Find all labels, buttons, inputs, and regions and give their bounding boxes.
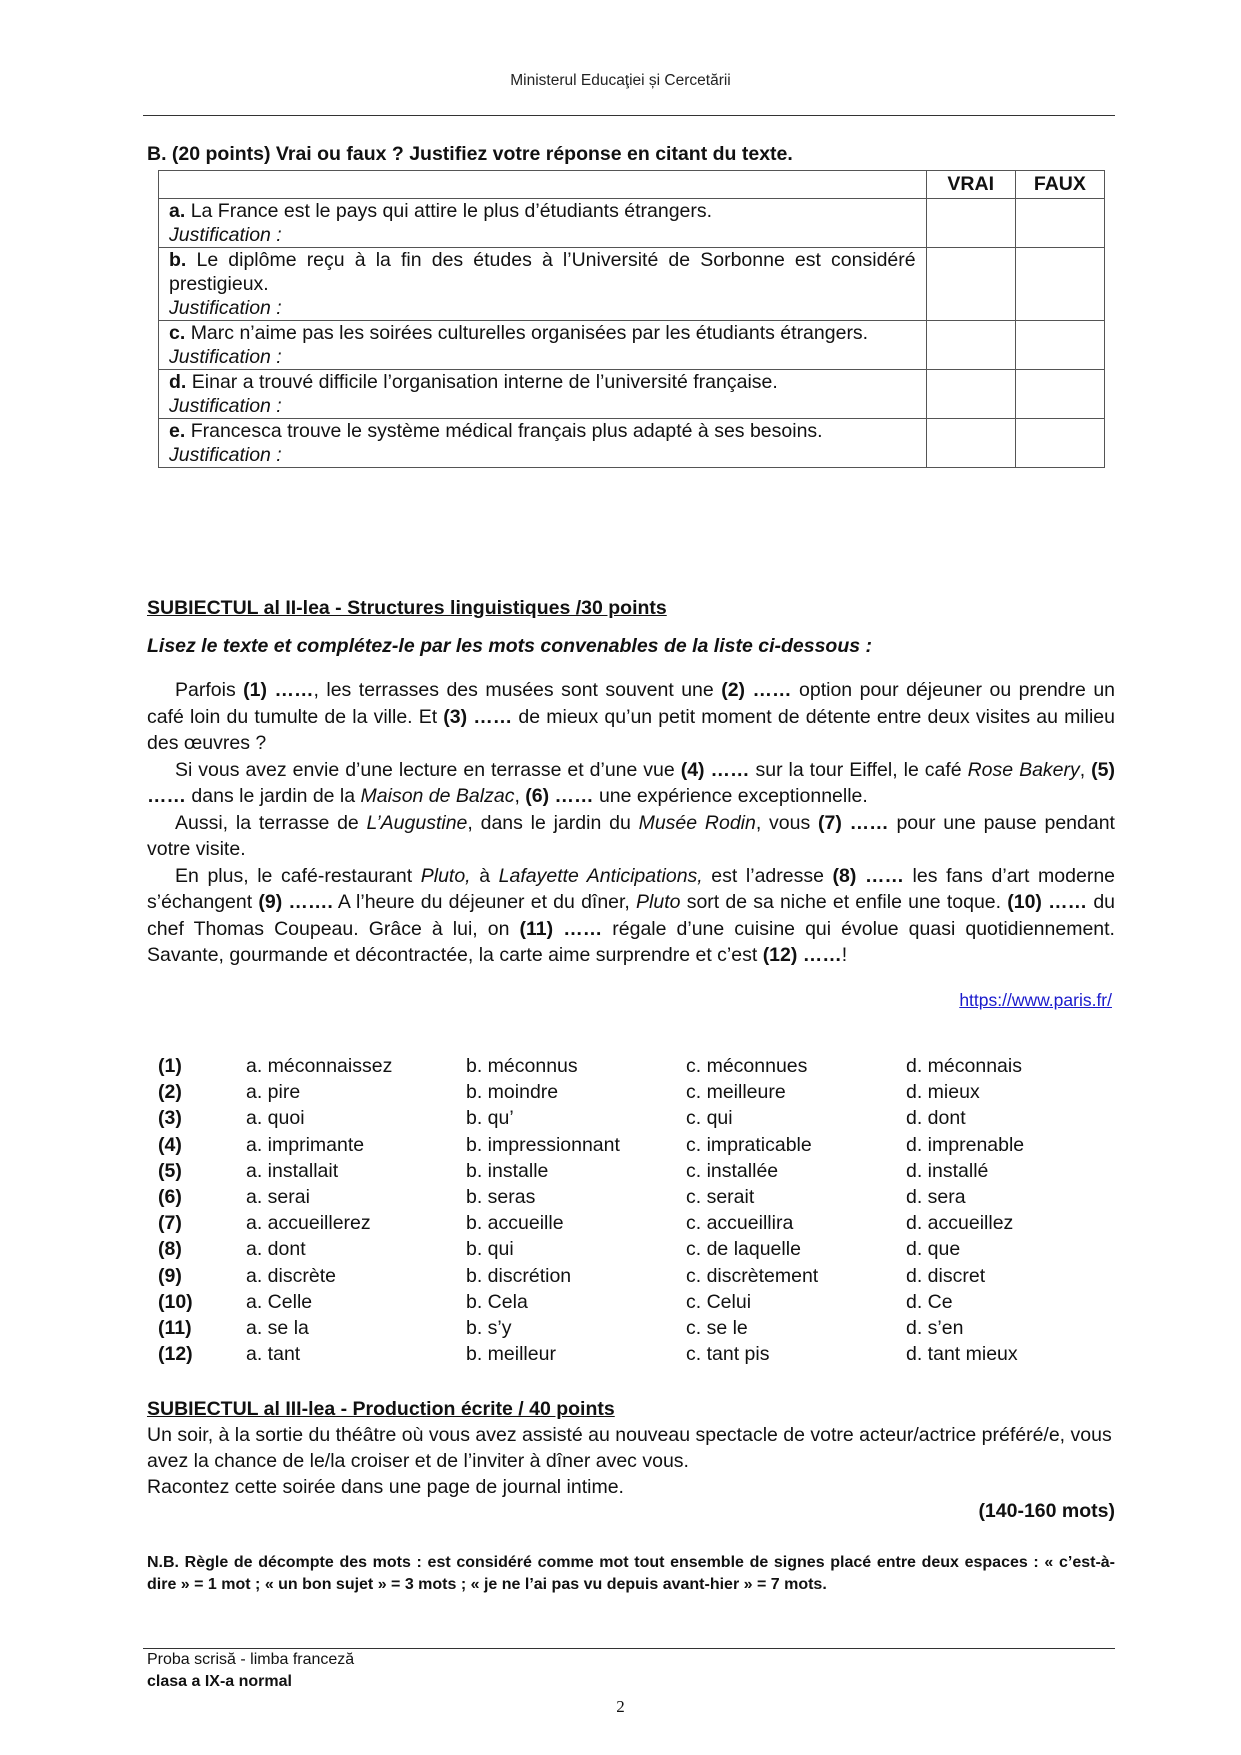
option-number: (8) [158, 1238, 182, 1261]
statement-text: La France est le pays qui attire le plus d’étudiants étrangers. [190, 200, 713, 222]
option-choice-d[interactable]: d. discret [906, 1264, 986, 1287]
option-choice-a[interactable]: a. tant [246, 1343, 301, 1366]
option-choice-b[interactable]: b. seras [466, 1185, 536, 1208]
option-number: (9) [158, 1264, 182, 1287]
faux-answer-cell[interactable] [1015, 370, 1104, 419]
option-row [158, 1263, 1126, 1289]
footer-exam-name: Proba scrisă - limba franceză [147, 1651, 355, 1668]
option-row [158, 1105, 1126, 1131]
option-choice-d[interactable]: d. installé [906, 1159, 989, 1182]
proper-name: Maison de Balzac [360, 785, 515, 807]
option-choice-b[interactable]: b. installe [466, 1159, 549, 1182]
option-choice-c[interactable]: c. tant pis [686, 1343, 770, 1366]
task-line: Un soir, à la sortie du théâtre où vous avez assisté au nouveau spectacle de votre acteur/actrice préféré/e, vous avez la chance de le/la croiser et de l’inviter à dîner avec vous. [147, 1424, 1112, 1472]
option-choice-b[interactable]: b. meilleur [466, 1343, 556, 1366]
writing-task [147, 1422, 1115, 1500]
option-choice-d[interactable]: d. Ce [906, 1290, 953, 1313]
blank-marker[interactable]: (9) ……. [258, 891, 333, 913]
vrai-answer-cell[interactable] [926, 419, 1015, 468]
option-choice-a[interactable]: a. pire [246, 1081, 301, 1104]
options-list [158, 1053, 1126, 1367]
option-row [158, 1210, 1126, 1236]
blank-marker[interactable]: (7) …… [818, 811, 889, 834]
source-link[interactable]: https://www.paris.fr/ [959, 990, 1112, 1010]
option-choice-a[interactable]: a. imprimante [246, 1133, 365, 1156]
statement-label: e. [169, 420, 186, 442]
blank-marker[interactable]: (12) …… [762, 944, 842, 966]
option-number: (11) [158, 1316, 192, 1339]
option-choice-a[interactable]: a. accueillerez [246, 1212, 371, 1235]
statement-cell [159, 419, 927, 468]
option-choice-c[interactable]: c. de laquelle [686, 1238, 801, 1261]
cloze-passage [147, 677, 1115, 969]
justification-field[interactable]: Justification : [169, 224, 282, 246]
option-number: (5) [158, 1159, 182, 1182]
faux-answer-cell[interactable] [1015, 199, 1104, 248]
table-row [159, 370, 1105, 419]
table-row [159, 321, 1105, 370]
option-choice-a[interactable]: a. discrète [246, 1264, 336, 1287]
statement-text: Marc n’aime pas les soirées culturelles organisées par les étudiants étrangers. [190, 322, 869, 344]
blank-marker[interactable]: (1) …… [243, 679, 314, 701]
option-number: (6) [158, 1185, 182, 1208]
option-row [158, 1158, 1126, 1184]
option-choice-a[interactable]: a. se la [246, 1316, 309, 1339]
option-choice-b[interactable]: b. discrétion [466, 1264, 572, 1287]
blank-marker[interactable]: (2) …… [721, 679, 792, 701]
option-row [158, 1341, 1126, 1367]
option-choice-c[interactable]: c. accueillira [686, 1212, 794, 1235]
table-row [159, 419, 1105, 468]
option-choice-d[interactable]: d. méconnais [906, 1055, 1022, 1077]
statement-header-cell [159, 171, 927, 199]
blank-marker[interactable]: (5) …… [147, 758, 1115, 807]
option-choice-c[interactable]: c. Celui [686, 1290, 752, 1313]
option-choice-d[interactable]: d. que [906, 1238, 961, 1261]
option-choice-b[interactable]: b. qui [466, 1238, 514, 1261]
option-choice-b[interactable]: b. qu’ [466, 1107, 514, 1130]
option-choice-b[interactable]: b. moindre [466, 1081, 559, 1104]
option-choice-c[interactable]: c. serait [686, 1185, 755, 1208]
option-row [158, 1053, 1126, 1079]
option-number: (7) [158, 1212, 182, 1235]
true-false-table [158, 170, 1105, 468]
task-line: Racontez cette soirée dans une page de journal intime. [147, 1476, 624, 1498]
footer-divider [143, 1648, 1115, 1649]
option-choice-c[interactable]: c. installée [686, 1159, 779, 1182]
subject-2-title: SUBIECTUL al II-lea - Structures linguistiques /30 points [147, 597, 667, 619]
subject-2-instruction: Lisez le texte et complétez-le par les mots convenables de la liste ci-dessous : [147, 635, 873, 657]
vrai-answer-cell[interactable] [926, 199, 1015, 248]
option-choice-a[interactable]: a. dont [246, 1238, 306, 1261]
justification-field[interactable]: Justification : [169, 346, 282, 368]
option-choice-c[interactable]: c. impraticable [686, 1133, 812, 1156]
proper-name: Lafayette Anticipations, [498, 864, 703, 887]
option-choice-c[interactable]: c. meilleure [686, 1081, 786, 1104]
faux-answer-cell[interactable] [1015, 419, 1104, 468]
vrai-answer-cell[interactable] [926, 321, 1015, 370]
proper-name: Pluto, [420, 864, 471, 887]
vrai-answer-cell[interactable] [926, 370, 1015, 419]
blank-marker[interactable]: (10) …… [1007, 891, 1088, 913]
blank-marker[interactable]: (6) …… [525, 785, 594, 807]
passage-paragraph: Si vous avez envie d’une lecture en terrasse et d’une vue (4) …… sur la tour Eiffel, le café Rose Bakery, (5) …… dans le jardin de la Maison de Balzac, (6) …… une expérience exceptionnelle. [147, 758, 1115, 807]
statement-text: Le diplôme reçu à la fin des études à l’Université de Sorbonne est considéré prestigieux. [169, 249, 916, 295]
table-row [159, 199, 1105, 248]
statement-cell [159, 370, 927, 419]
option-number: (4) [158, 1133, 182, 1156]
option-number: (10) [158, 1290, 193, 1313]
faux-answer-cell[interactable] [1015, 321, 1104, 370]
passage-paragraph: Parfois (1) ……, les terrasses des musées sont souvent une (2) …… option pour déjeuner ou prendre un café loin du tumulte de la ville. Et (3) …… de mieux qu’un petit moment de détente entre deux visites au milieu des œuvres ? [147, 679, 1116, 754]
statement-label: a. [169, 200, 186, 222]
statement-label: b. [169, 249, 187, 271]
option-number: (1) [158, 1055, 182, 1077]
vrai-header: VRAI [926, 171, 1015, 199]
option-choice-b[interactable]: b. Cela [466, 1290, 528, 1313]
option-row [158, 1289, 1126, 1315]
footer-class: clasa a IX-a normal [147, 1673, 292, 1690]
section-b-title: B. (20 points) Vrai ou faux ? Justifiez votre réponse en citant du texte. [147, 143, 793, 165]
option-choice-b[interactable]: b. impressionnant [466, 1133, 620, 1156]
faux-header: FAUX [1015, 171, 1104, 199]
header-divider [143, 115, 1115, 116]
option-choice-a[interactable]: a. serai [246, 1185, 310, 1208]
option-row [158, 1315, 1126, 1341]
blank-marker[interactable]: (11) …… [519, 917, 603, 940]
word-count-requirement: (140-160 mots) [978, 1500, 1115, 1522]
option-choice-a[interactable]: a. installait [246, 1159, 339, 1182]
proper-name: Pluto [636, 891, 681, 913]
option-choice-a[interactable]: a. méconnaissez [246, 1055, 393, 1077]
option-row [158, 1079, 1126, 1105]
option-choice-b[interactable]: b. s’y [466, 1316, 512, 1339]
option-choice-a[interactable]: a. Celle [246, 1290, 313, 1313]
table-row [159, 248, 1105, 321]
option-row [158, 1132, 1126, 1158]
word-count-note: N.B. Règle de décompte des mots : est considéré comme mot tout ensemble de signes placé entre deux espaces : « c’est-à-dire » = 1 mot ; « un bon sujet » = 3 mots ; « je ne l’ai pas vu depuis avant-hier » = 7 mots. [147, 1554, 1115, 1593]
statement-text: Francesca trouve le système médical français plus adapté à ses besoins. [190, 420, 823, 442]
proper-name: Rose Bakery [967, 758, 1080, 781]
page-number: 2 [616, 1697, 625, 1716]
option-number: (3) [158, 1107, 182, 1130]
statement-text: Einar a trouvé difficile l’organisation interne de l’université française. [191, 371, 778, 393]
option-choice-c[interactable]: c. méconnues [686, 1055, 808, 1077]
option-choice-c[interactable]: c. discrètement [686, 1264, 819, 1287]
page-header-title: Ministerul Educaţiei și Cercetării [510, 72, 731, 89]
option-choice-d[interactable]: d. imprenable [906, 1133, 1025, 1156]
option-row [158, 1236, 1126, 1262]
statement-cell [159, 199, 927, 248]
option-choice-d[interactable]: d. accueillez [906, 1212, 1014, 1235]
proper-name: L’Augustine [366, 811, 468, 834]
table-header-row [159, 171, 1105, 199]
option-choice-d[interactable]: d. s’en [906, 1316, 964, 1339]
option-choice-c[interactable]: c. qui [686, 1107, 733, 1130]
justification-field[interactable]: Justification : [169, 444, 282, 466]
statement-cell [159, 321, 927, 370]
passage-paragraph: Aussi, la terrasse de L’Augustine, dans le jardin du Musée Rodin, vous (7) …… pour une pause pendant votre visite. [147, 811, 1115, 860]
option-choice-d[interactable]: d. dont [906, 1107, 966, 1130]
option-choice-b[interactable]: b. méconnus [466, 1055, 578, 1077]
option-choice-c[interactable]: c. se le [686, 1316, 748, 1339]
option-row [158, 1184, 1126, 1210]
faux-answer-cell[interactable] [1015, 248, 1104, 321]
statement-label: c. [169, 322, 186, 344]
blank-marker[interactable]: (8) …… [832, 864, 904, 887]
justification-field[interactable]: Justification : [169, 395, 282, 417]
statement-label: d. [169, 371, 187, 393]
option-choice-d[interactable]: d. sera [906, 1185, 966, 1208]
justification-field[interactable]: Justification : [169, 297, 282, 319]
option-number: (2) [158, 1081, 182, 1104]
passage-paragraph: En plus, le café-restaurant Pluto, à Lafayette Anticipations, est l’adresse (8) …… les fans d’art moderne s’échangent (9) ……. A l’heure du déjeuner et du dîner, Pluto sort de sa niche et enfile une toque. (10) …… du chef Thomas Coupeau. Grâce à lui, on (11) …… régale d’une cuisine qui évolue quasi quotidiennement. Savante, gourmande et décontractée, la carte aime surprendre et c’est (12) ……! [147, 864, 1116, 966]
vrai-answer-cell[interactable] [926, 248, 1015, 321]
blank-marker[interactable]: (4) …… [680, 758, 750, 781]
subject-3-title: SUBIECTUL al III-lea - Production écrite / 40 points [147, 1398, 615, 1420]
option-choice-d[interactable]: d. mieux [906, 1081, 980, 1104]
option-number: (12) [158, 1343, 193, 1366]
proper-name: Musée Rodin [638, 811, 756, 834]
option-choice-d[interactable]: d. tant mieux [906, 1343, 1018, 1366]
blank-marker[interactable]: (3) …… [443, 705, 513, 728]
statement-cell [159, 248, 927, 321]
option-choice-a[interactable]: a. quoi [246, 1107, 305, 1130]
option-choice-b[interactable]: b. accueille [466, 1212, 564, 1235]
